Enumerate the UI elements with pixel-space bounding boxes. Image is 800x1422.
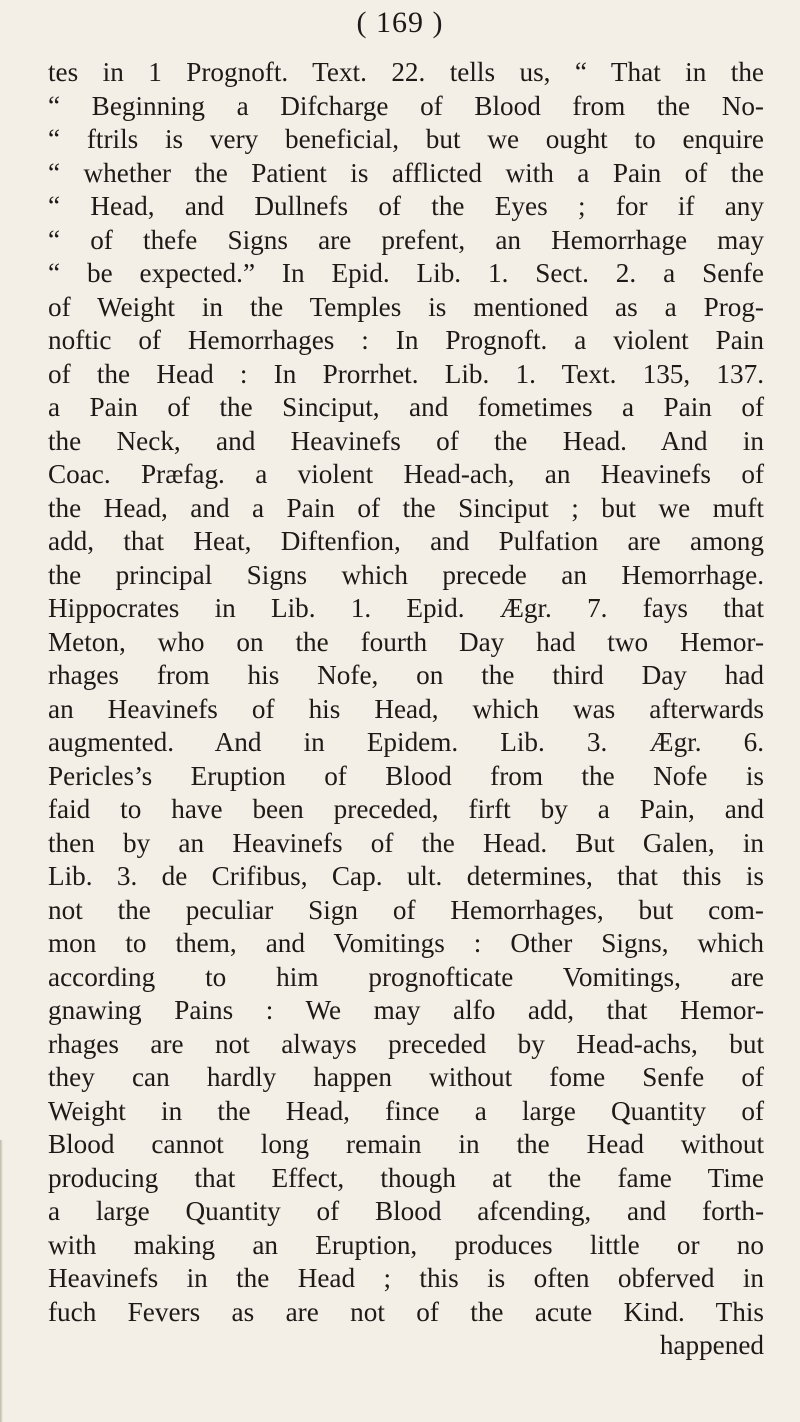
text-line: the Head, and a Pain of the Sinciput ; but we muft — [48, 492, 764, 523]
text-line: rhages are not always preceded by Head-achs, but — [48, 1028, 764, 1059]
text-line: not the peculiar Sign of Hemorrhages, but com- — [48, 894, 764, 925]
text-line: Meton, who on the fourth Day had two Hemor- — [48, 626, 764, 657]
text-line: fuch Fevers as are not of the acute Kind. This — [48, 1296, 764, 1327]
text-line: Coac. Præfag. a violent Head-ach, an Heavinefs of — [48, 459, 764, 489]
text-line: rhages from his Nofe, on the third Day had — [48, 660, 764, 690]
text-line: Weight in the Head, fince a large Quantity of — [48, 1095, 764, 1126]
text-line: the principal Signs which precede an Hemorrhage. — [48, 559, 764, 590]
text-line: “ Beginning a Difcharge of Blood from the No- — [48, 90, 764, 121]
text-line: a Pain of the Sinciput, and fometimes a Pain of — [48, 392, 764, 422]
text-line: of the Head : In Prorrhet. Lib. 1. Text. 135, 137. — [48, 358, 764, 389]
text-line: add, that Heat, Diftenfion, and Pulfation are among — [48, 526, 764, 556]
text-line: Hippocrates in Lib. 1. Epid. Ægr. 7. fays that — [48, 593, 764, 623]
text-line: they can hardly happen without fome Senfe of — [48, 1062, 764, 1092]
text-line: tes in 1 Prognoft. Text. 22. tells us, “ That in the — [48, 57, 764, 87]
text-line: then by an Heavinefs of the Head. But Galen, in — [48, 827, 764, 858]
text-line: faid to have been preceded, firft by a Pain, and — [48, 794, 764, 824]
text-line: mon to them, and Vomitings : Other Signs, which — [48, 928, 764, 958]
text-line: “ whether the Patient is afflicted with a Pain of the — [48, 157, 764, 188]
catchword: happened — [659, 1330, 764, 1360]
text-line: augmented. And in Epidem. Lib. 3. Ægr. 6. — [48, 727, 764, 757]
text-line: an Heavinefs of his Head, which was afterwards — [48, 693, 764, 724]
body-text — [48, 56, 764, 1363]
text-line: producing that Effect, though at the fame Time — [48, 1162, 764, 1193]
text-line: “ be expected.” In Epid. Lib. 1. Sect. 2. a Senfe — [48, 258, 764, 288]
text-line: Blood cannot long remain in the Head without — [48, 1129, 764, 1159]
text-line: according to him prognofticate Vomitings, are — [48, 961, 764, 992]
text-line: Heavinefs in the Head ; this is often obferved in — [48, 1263, 764, 1293]
text-line: noftic of Hemorrhages : In Prognoft. a violent Pain — [48, 325, 764, 355]
text-line: the Neck, and Heavinefs of the Head. And in — [48, 425, 764, 456]
text-line: “ ftrils is very beneficial, but we ought to enquire — [48, 124, 764, 154]
text-line: “ Head, and Dullnefs of the Eyes ; for if any — [48, 191, 764, 221]
text-line: gnawing Pains : We may alfo add, that Hemor- — [48, 995, 764, 1025]
text-line: Pericles’s Eruption of Blood from the Nofe is — [48, 760, 764, 791]
page-number: ( 169 ) — [356, 6, 444, 39]
text-line: of Weight in the Temples is mentioned as a Prog- — [48, 291, 764, 322]
text-line: a large Quantity of Blood afcending, and forth- — [48, 1196, 764, 1226]
text-line: with making an Eruption, produces little or no — [48, 1229, 764, 1260]
text-line: Lib. 3. de Crifibus, Cap. ult. determines, that this is — [48, 861, 764, 891]
page-edge-shadow — [0, 1140, 3, 1422]
text-line: “ of thefe Signs are prefent, an Hemorrhage may — [48, 224, 764, 255]
